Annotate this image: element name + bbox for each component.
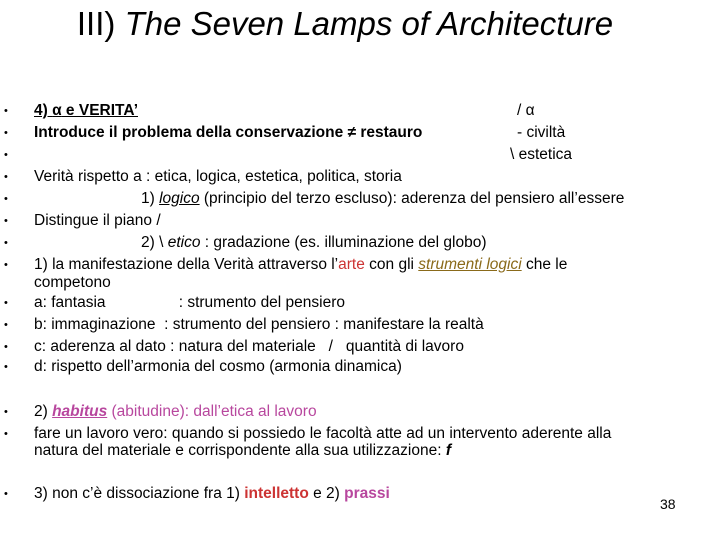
f-letter: f bbox=[445, 442, 452, 459]
etico-word: etico bbox=[167, 234, 201, 251]
bullet-icon: • bbox=[4, 259, 8, 271]
verita-line: Verità rispetto a : etica, logica, estetica, politica, storia bbox=[34, 168, 402, 185]
bullet-icon: • bbox=[4, 488, 8, 500]
line-part: che le bbox=[521, 256, 568, 273]
conservazione-line bbox=[34, 123, 422, 143]
natura-line bbox=[34, 441, 451, 461]
list-item bbox=[0, 123, 720, 145]
line-part: Introduce il problema della conservazione bbox=[34, 124, 348, 141]
list-item-continuation bbox=[0, 273, 720, 295]
line-part: 1) la manifestazione della Verità attraverso l’ bbox=[34, 256, 339, 273]
bullet-icon: • bbox=[4, 215, 8, 227]
logico-word: logico bbox=[159, 190, 200, 207]
bullet-icon: • bbox=[4, 319, 8, 331]
page-number: 38 bbox=[660, 496, 676, 512]
list-item bbox=[0, 337, 720, 359]
bullet-icon: • bbox=[4, 237, 8, 249]
logico-line bbox=[141, 189, 624, 209]
bullet-icon: • bbox=[4, 341, 8, 353]
bullet-icon: • bbox=[4, 149, 8, 161]
right-note-2: - civiltà bbox=[517, 124, 566, 141]
line-rest: e VERITA’ bbox=[61, 102, 138, 119]
bullet-icon: • bbox=[4, 171, 8, 183]
bullet-icon: • bbox=[4, 361, 8, 373]
line-part: : gradazione (es. illuminazione del globo) bbox=[200, 234, 487, 251]
line-part: e 2) bbox=[308, 485, 345, 502]
habitus-line bbox=[34, 402, 317, 422]
strumenti-logici-word: strumenti logici bbox=[418, 256, 522, 273]
armonia-line: d: rispetto dell’armonia del cosmo (armonia dinamica) bbox=[34, 358, 402, 375]
list-item bbox=[0, 189, 720, 211]
line-part: natura del materiale e corrispondente alla sua utilizzazione: bbox=[34, 442, 446, 459]
fantasia-line: a: fantasia : strumento del pensiero bbox=[34, 294, 346, 311]
slide-title bbox=[0, 3, 690, 45]
list-item bbox=[0, 211, 720, 233]
title-prefix: III) bbox=[76, 5, 125, 42]
list-item bbox=[0, 233, 720, 255]
list-item bbox=[0, 293, 720, 315]
bullet-icon: • bbox=[4, 297, 8, 309]
prassi-line bbox=[34, 484, 390, 504]
bullet-icon: • bbox=[4, 406, 8, 418]
immaginazione-line: b: immaginazione : strumento del pensiero : manifestare la realtà bbox=[34, 316, 484, 333]
bullet-icon: • bbox=[4, 193, 8, 205]
line-part: 2) \ bbox=[141, 234, 168, 251]
list-item bbox=[0, 402, 720, 424]
title-main: The Seven Lamps of Architecture bbox=[124, 5, 614, 42]
line-part: 1) bbox=[141, 190, 160, 207]
list-item bbox=[0, 357, 720, 379]
right-note-3: \ estetica bbox=[510, 146, 573, 163]
aderenza-line: c: aderenza al dato : natura del materiale / quantità di lavoro bbox=[34, 338, 464, 355]
prassi-word: prassi bbox=[344, 485, 390, 502]
line-part: 3) non c’è dissociazione fra 1) bbox=[34, 485, 245, 502]
competono-line: competono bbox=[34, 274, 111, 291]
bullet-icon: • bbox=[4, 127, 8, 139]
not-equal-symbol: ≠ bbox=[347, 124, 357, 141]
line-part: restauro bbox=[356, 124, 423, 141]
list-item bbox=[0, 484, 720, 506]
list-item bbox=[0, 101, 720, 123]
line-part: con gli bbox=[364, 256, 419, 273]
line-4-alpha bbox=[34, 101, 138, 121]
intelletto-word: intelletto bbox=[244, 485, 309, 502]
distingue-line: Distingue il piano / bbox=[34, 212, 161, 229]
right-note-1: / α bbox=[517, 102, 535, 119]
bullet-icon: • bbox=[4, 105, 8, 117]
etico-line bbox=[141, 233, 487, 253]
abitudine-word: (abitudine) bbox=[107, 403, 185, 420]
line-num: 4) bbox=[34, 102, 53, 119]
bullet-icon: • bbox=[4, 428, 8, 440]
fare-lavoro-line: fare un lavoro vero: quando si possiedo le facoltà atte ad un intervento aderente alla bbox=[34, 425, 612, 442]
etica-lavoro-phrase: : dall’etica al lavoro bbox=[184, 403, 317, 420]
arte-word: arte bbox=[338, 256, 365, 273]
alpha-symbol: α bbox=[52, 102, 62, 119]
manifestazione-line bbox=[34, 255, 567, 275]
list-item bbox=[0, 315, 720, 337]
list-item-continuation bbox=[0, 441, 720, 463]
line-part: (principio del terzo escluso): aderenza del pensiero all’essere bbox=[199, 190, 625, 207]
habitus-word: habitus bbox=[52, 403, 108, 420]
list-item bbox=[0, 167, 720, 189]
list-item bbox=[0, 145, 720, 167]
line-part: 2) bbox=[34, 403, 53, 420]
